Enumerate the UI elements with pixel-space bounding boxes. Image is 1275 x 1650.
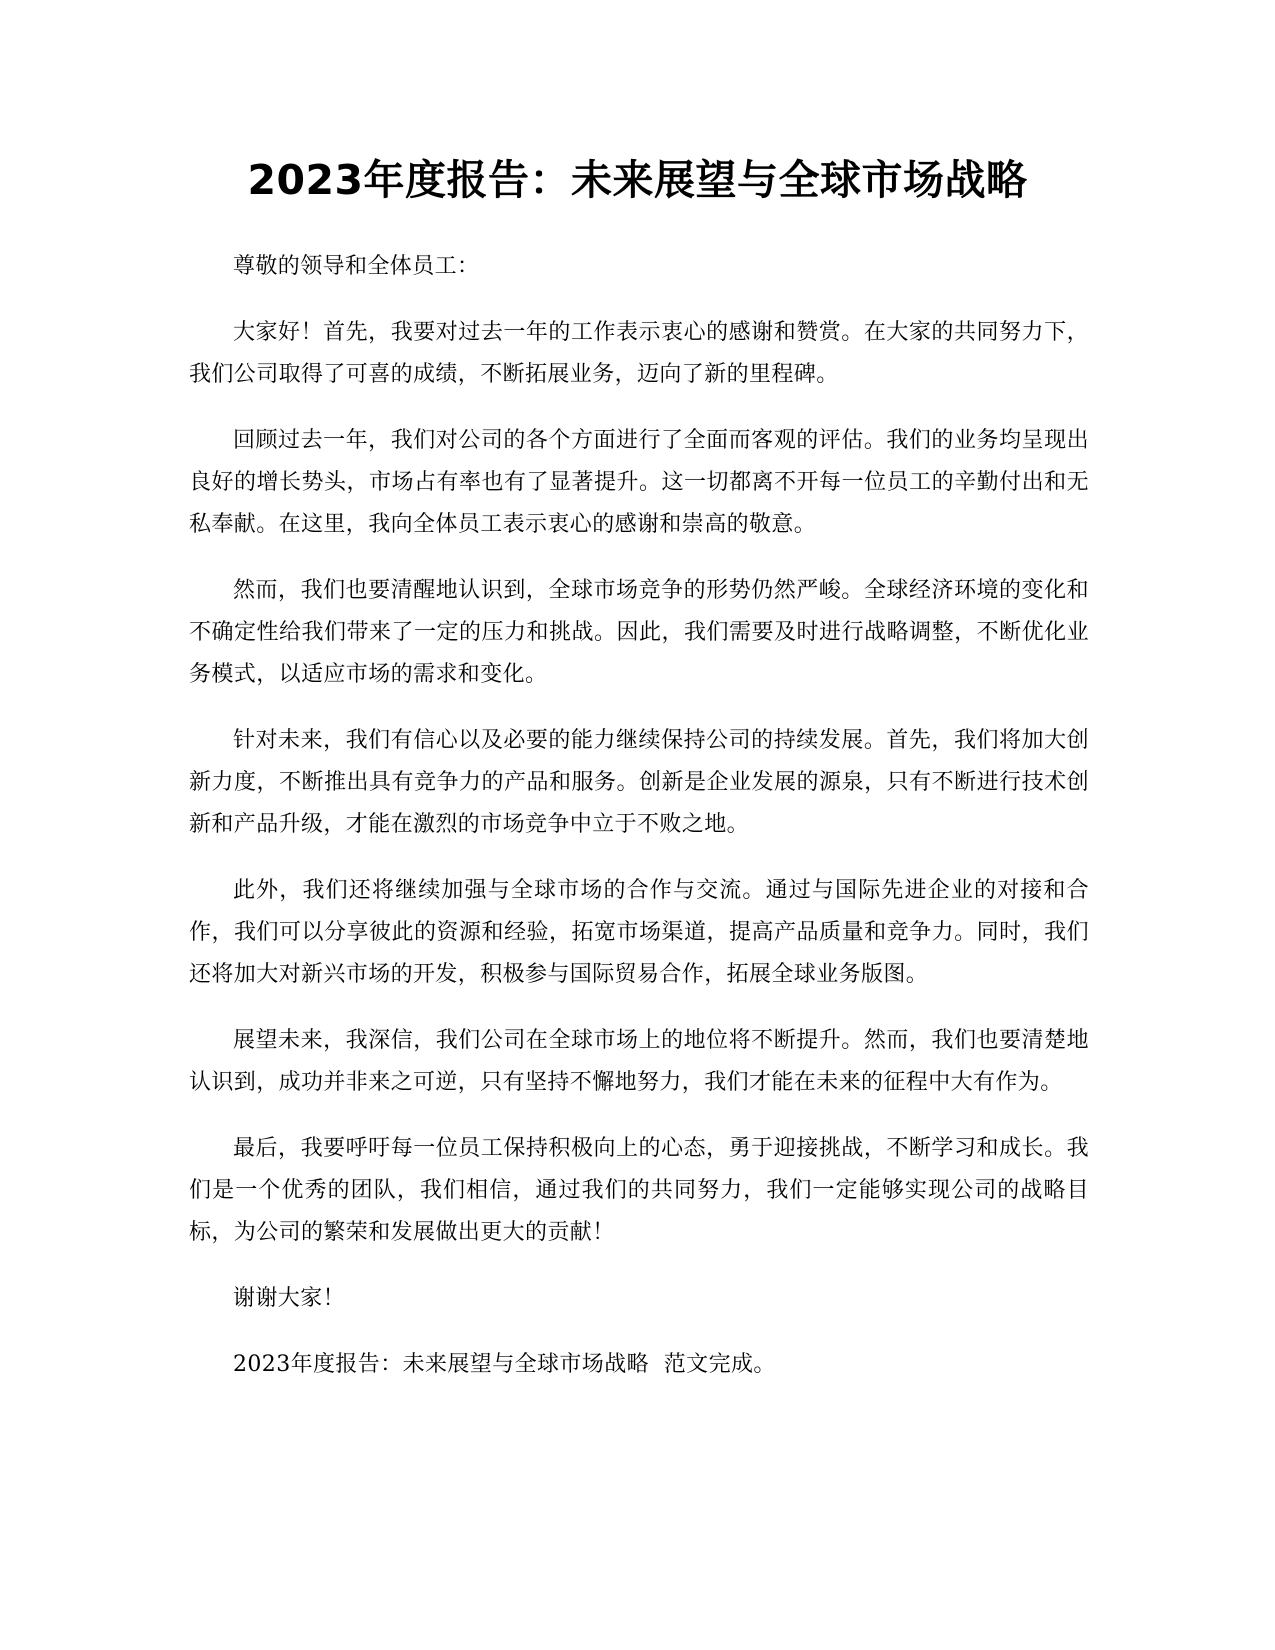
document-title: 2023年度报告：未来展望与全球市场战略 bbox=[247, 156, 1028, 204]
paragraph: 针对未来，我们有信心以及必要的能力继续保持公司的持续发展。首先，我们将加大创新力度，不断推出具有竞争力的产品和服务。创新是企业发展的源泉，只有不断进行技术创新和产品升级，才能在激烈的市场竞争中立于不败之地。 bbox=[189, 728, 1089, 837]
paragraph: 然而，我们也要清醒地认识到，全球市场竞争的形势仍然严峻。全球经济环境的变化和不确定性给我们带来了一定的压力和挑战。因此，我们需要及时进行战略调整，不断优化业务模式，以适应市场的需求和变化。 bbox=[189, 578, 1089, 687]
closing-thanks: 谢谢大家！ bbox=[233, 1286, 346, 1311]
paragraph: 最后，我要呼吁每一位员工保持积极向上的心态，勇于迎接挑战，不断学习和成长。我们是一个优秀的团队，我们相信，通过我们的共同努力，我们一定能够实现公司的战略目标，为公司的繁荣和发展做出更大的贡献！ bbox=[189, 1136, 1089, 1245]
paragraph: 回顾过去一年，我们对公司的各个方面进行了全面而客观的评估。我们的业务均呈现出良好的增长势头，市场占有率也有了显著提升。这一切都离不开每一位员工的辛勤付出和无私奉献。在这里，我向全体员工表示衷心的感谢和崇高的敬意。 bbox=[189, 428, 1089, 537]
paragraph: 大家好！首先，我要对过去一年的工作表示衷心的感谢和赞赏。在大家的共同努力下，我们公司取得了可喜的成绩，不断拓展业务，迈向了新的里程碑。 bbox=[189, 320, 1089, 387]
completion-note: 2023年度报告：未来展望与全球市场战略 范文完成。 bbox=[233, 1352, 776, 1377]
paragraph: 此外，我们还将继续加强与全球市场的合作与交流。通过与国际先进企业的对接和合作，我们可以分享彼此的资源和经验，拓宽市场渠道，提高产品质量和竞争力。同时，我们还将加大对新兴市场的开发，积极参与国际贸易合作，拓展全球业务版图。 bbox=[189, 878, 1089, 987]
salutation: 尊敬的领导和全体员工： bbox=[233, 254, 480, 279]
document-body bbox=[189, 246, 1089, 1410]
paragraph: 展望未来，我深信，我们公司在全球市场上的地位将不断提升。然而，我们也要清楚地认识到，成功并非来之可逆，只有坚持不懈地努力，我们才能在未来的征程中大有作为。 bbox=[189, 1028, 1089, 1095]
